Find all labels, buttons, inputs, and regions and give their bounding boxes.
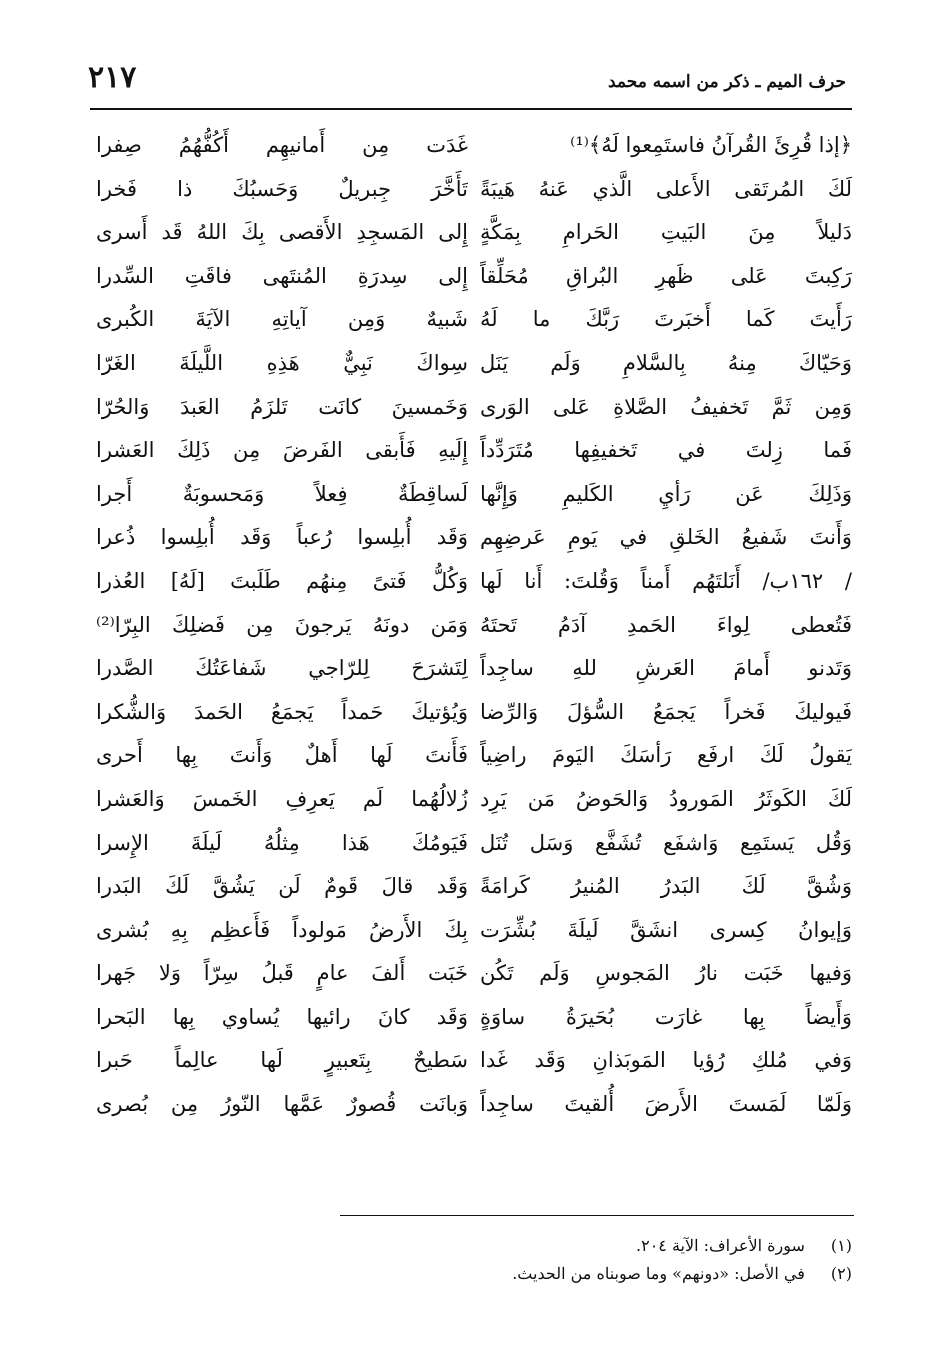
footnotes <box>332 1232 852 1288</box>
verse-line: فَما زِلتَ في تَخفيفِها مُتَرَدِّداً <box>480 438 852 463</box>
verse-line: غَدَت مِن أَمانيهِم أَكُفُّهُمُ صِفرا <box>96 133 468 157</box>
verse-line: بِكَ الأَرضُ مَولوداً فَأَعظِم بِهِ بُشرى <box>96 917 468 942</box>
verse-line: وَتَدنو أَمامَ العَرشِ للهِ ساجِداً <box>480 656 852 681</box>
verse-line: وَكُلُّ فَتىً مِنهُم طَلَبتَ [لَهُ] العُذرا <box>96 568 468 593</box>
verse-line: وَأَنتَ شَفيعُ الخَلقِ في يَومِ عَرضِهِم <box>480 525 852 550</box>
verse-line: ﴿إذا قُرِئَ القُرآنُ فاستَمِعوا لَهُ﴾⁽¹⁾ <box>570 133 852 157</box>
verse-line: إِلَيهِ فَأَبقى الفَرضَ مِن ذَلِكَ العَشرا <box>96 438 468 463</box>
verse-line: تَأَخَّرَ جِبريلٌ وَحَسبُكَ ذا فَخرا <box>96 176 468 201</box>
verse-line: سِواكَ نَبِيٌّ هَذِهِ اللَّيلَةَ الغَرّا <box>96 350 468 375</box>
verse-line: وَقَد أُبلِسوا رُعباً وَقَد أُبلِسوا ذُعرا <box>96 525 468 550</box>
verse-line: فَيوليكَ فَخراً يَجمَعُ السُّؤلَ وَالرِّضا <box>480 699 852 724</box>
footnote-text: سورة الأعراف: الآية ٢٠٤. <box>636 1236 805 1255</box>
verse-line: وَحَيّاكَ مِنهُ بِالسَّلامِ وَلَم يَنَل <box>480 350 852 375</box>
footnote-text: في الأصل: «دونهم» وما صوبناه من الحديث. <box>512 1264 805 1283</box>
verse-line: شَبيهٌ وَمِن آياتِهِ الآيَةَ الكُبرى <box>96 307 468 332</box>
verse-line: / ١٦٢ب/ أَنَلتَهُم أَمناً وَقُلتَ: أَنا لَها <box>480 568 852 593</box>
verse-line: وَذَلِكَ عَن رَأيِ الكَليمِ وَإِنَّها <box>480 481 852 506</box>
footnote <box>332 1260 852 1288</box>
running-head: حرف الميم ـ ذكر من اسمه محمد <box>607 72 846 92</box>
verse-line: وَيُؤتيكَ حَمداً يَجمَعُ الحَمدَ وَالشُّكرا <box>96 699 468 724</box>
verse-line: دَليلاً مِنَ البَيتِ الحَرامِ بِمَكَّةٍ <box>480 220 852 245</box>
footnote-number: (٢) <box>830 1264 852 1283</box>
verse-line: رَكِبتَ عَلى ظَهرِ البُراقِ مُحَلِّقاً <box>480 263 852 288</box>
verse-line: لَساقِطَةٌ فِعلاً وَمَحسوبَةٌ أَجرا <box>96 481 468 506</box>
verse-line: فَأَنتَ لَها أَهلٌ وَأَنتَ بِها أَحرى <box>96 743 468 768</box>
verse-line: فَيَومُكَ هَذا مِثلُهُ لَيلَةَ الإِسرا <box>96 830 468 855</box>
verse-line: وَفي مُلكِ رُؤيا المَوبَذانِ وَقَد غَدا <box>480 1048 852 1073</box>
verse-line: وَقَد قالَ قَومٌ لَن يَشُقَّ لَكَ البَدرا <box>96 874 468 899</box>
verse-line: سَطيحٌ بِتَعبيرٍ لَها عالِماً حَبرا <box>96 1048 468 1073</box>
footnote-number: (١) <box>830 1236 852 1255</box>
verse-line: وَخَمسينَ كانَت تَلزَمُ العَبدَ وَالحُرّا <box>96 394 468 419</box>
verse-line: زُلالُهُما لَم يَعرِفِ الخَمسَ وَالعَشرا <box>96 786 468 811</box>
verse-line: يَقولُ لَكَ ارفَع رَأسَكَ اليَومَ راضِياً <box>480 743 852 768</box>
verse-line: وَقُل يَستَمِع وَاشفَع تُشَفَّع وَسَل تُنَل <box>480 830 852 855</box>
header-rule <box>90 108 852 110</box>
verse-line: لَكَ الكَوثَرُ المَورودُ وَالحَوضُ مَن يَرِد <box>480 786 852 811</box>
page-number: ٢١٧ <box>88 60 137 95</box>
verse-line: وَمَن دونَهُ يَرجونَ مِن فَضلِكَ البِرّا⁽²⁾ <box>96 612 468 637</box>
verse-line: إِلى المَسجِدِ الأَقصى بِكَ اللهُ قَد أَسرى <box>96 220 468 245</box>
verse-line: وَأَيضاً بِها غارَت بُحَيرَةُ ساوَةٍ <box>480 1004 852 1029</box>
left-column <box>96 124 468 1127</box>
verse-line: رَأَيتَ كَما أَخبَرتَ رَبَّكَ ما لَهُ <box>480 307 852 332</box>
verse-line: لَكَ المُرتَقى الأَعلى الَّذي عَنهُ هَيبَةً <box>480 176 852 201</box>
verse-line: وَقَد كانَ رائيها يُساوي بِها البَحرا <box>96 1004 468 1029</box>
verse-line: لِتَشرَحَ لِلرّاجي شَفاعَتُكَ الصَّدرا <box>96 656 468 681</box>
verse-line: فَتُعطى لِواءَ الحَمدِ آدَمُ تَحتَهُ <box>480 612 852 637</box>
verse-line: وَلَمّا لَمَستَ الأَرضَ أُلقيتَ ساجِداً <box>480 1092 852 1117</box>
verse-line: إِلى سِدرَةِ المُنتَهى فاقَتِ السِّدرا <box>96 263 468 288</box>
footnote <box>332 1232 852 1260</box>
verse-line: وَشُقَّ لَكَ البَدرُ المُنيرُ كَرامَةً <box>480 874 852 899</box>
verse-line: وَبانَت قُصورٌ عَمَّها النّورُ مِن بُصرى <box>96 1092 468 1117</box>
verse-line: خَبَت أَلفَ عامٍ قَبلُ سِرّاً وَلا جَهرا <box>96 961 468 986</box>
right-column <box>480 124 852 1127</box>
verse-line: وَفيها خَبَت نارُ المَجوسِ وَلَم تَكُن <box>480 961 852 986</box>
verse-line: وَمِن ثَمَّ تَخفيفُ الصَّلاةِ عَلى الوَرى <box>480 394 852 419</box>
verse-line: وَإيوانُ كِسرى انشَقَّ لَيلَةَ بُشِّرَت <box>480 917 852 942</box>
footnote-rule <box>340 1215 854 1216</box>
